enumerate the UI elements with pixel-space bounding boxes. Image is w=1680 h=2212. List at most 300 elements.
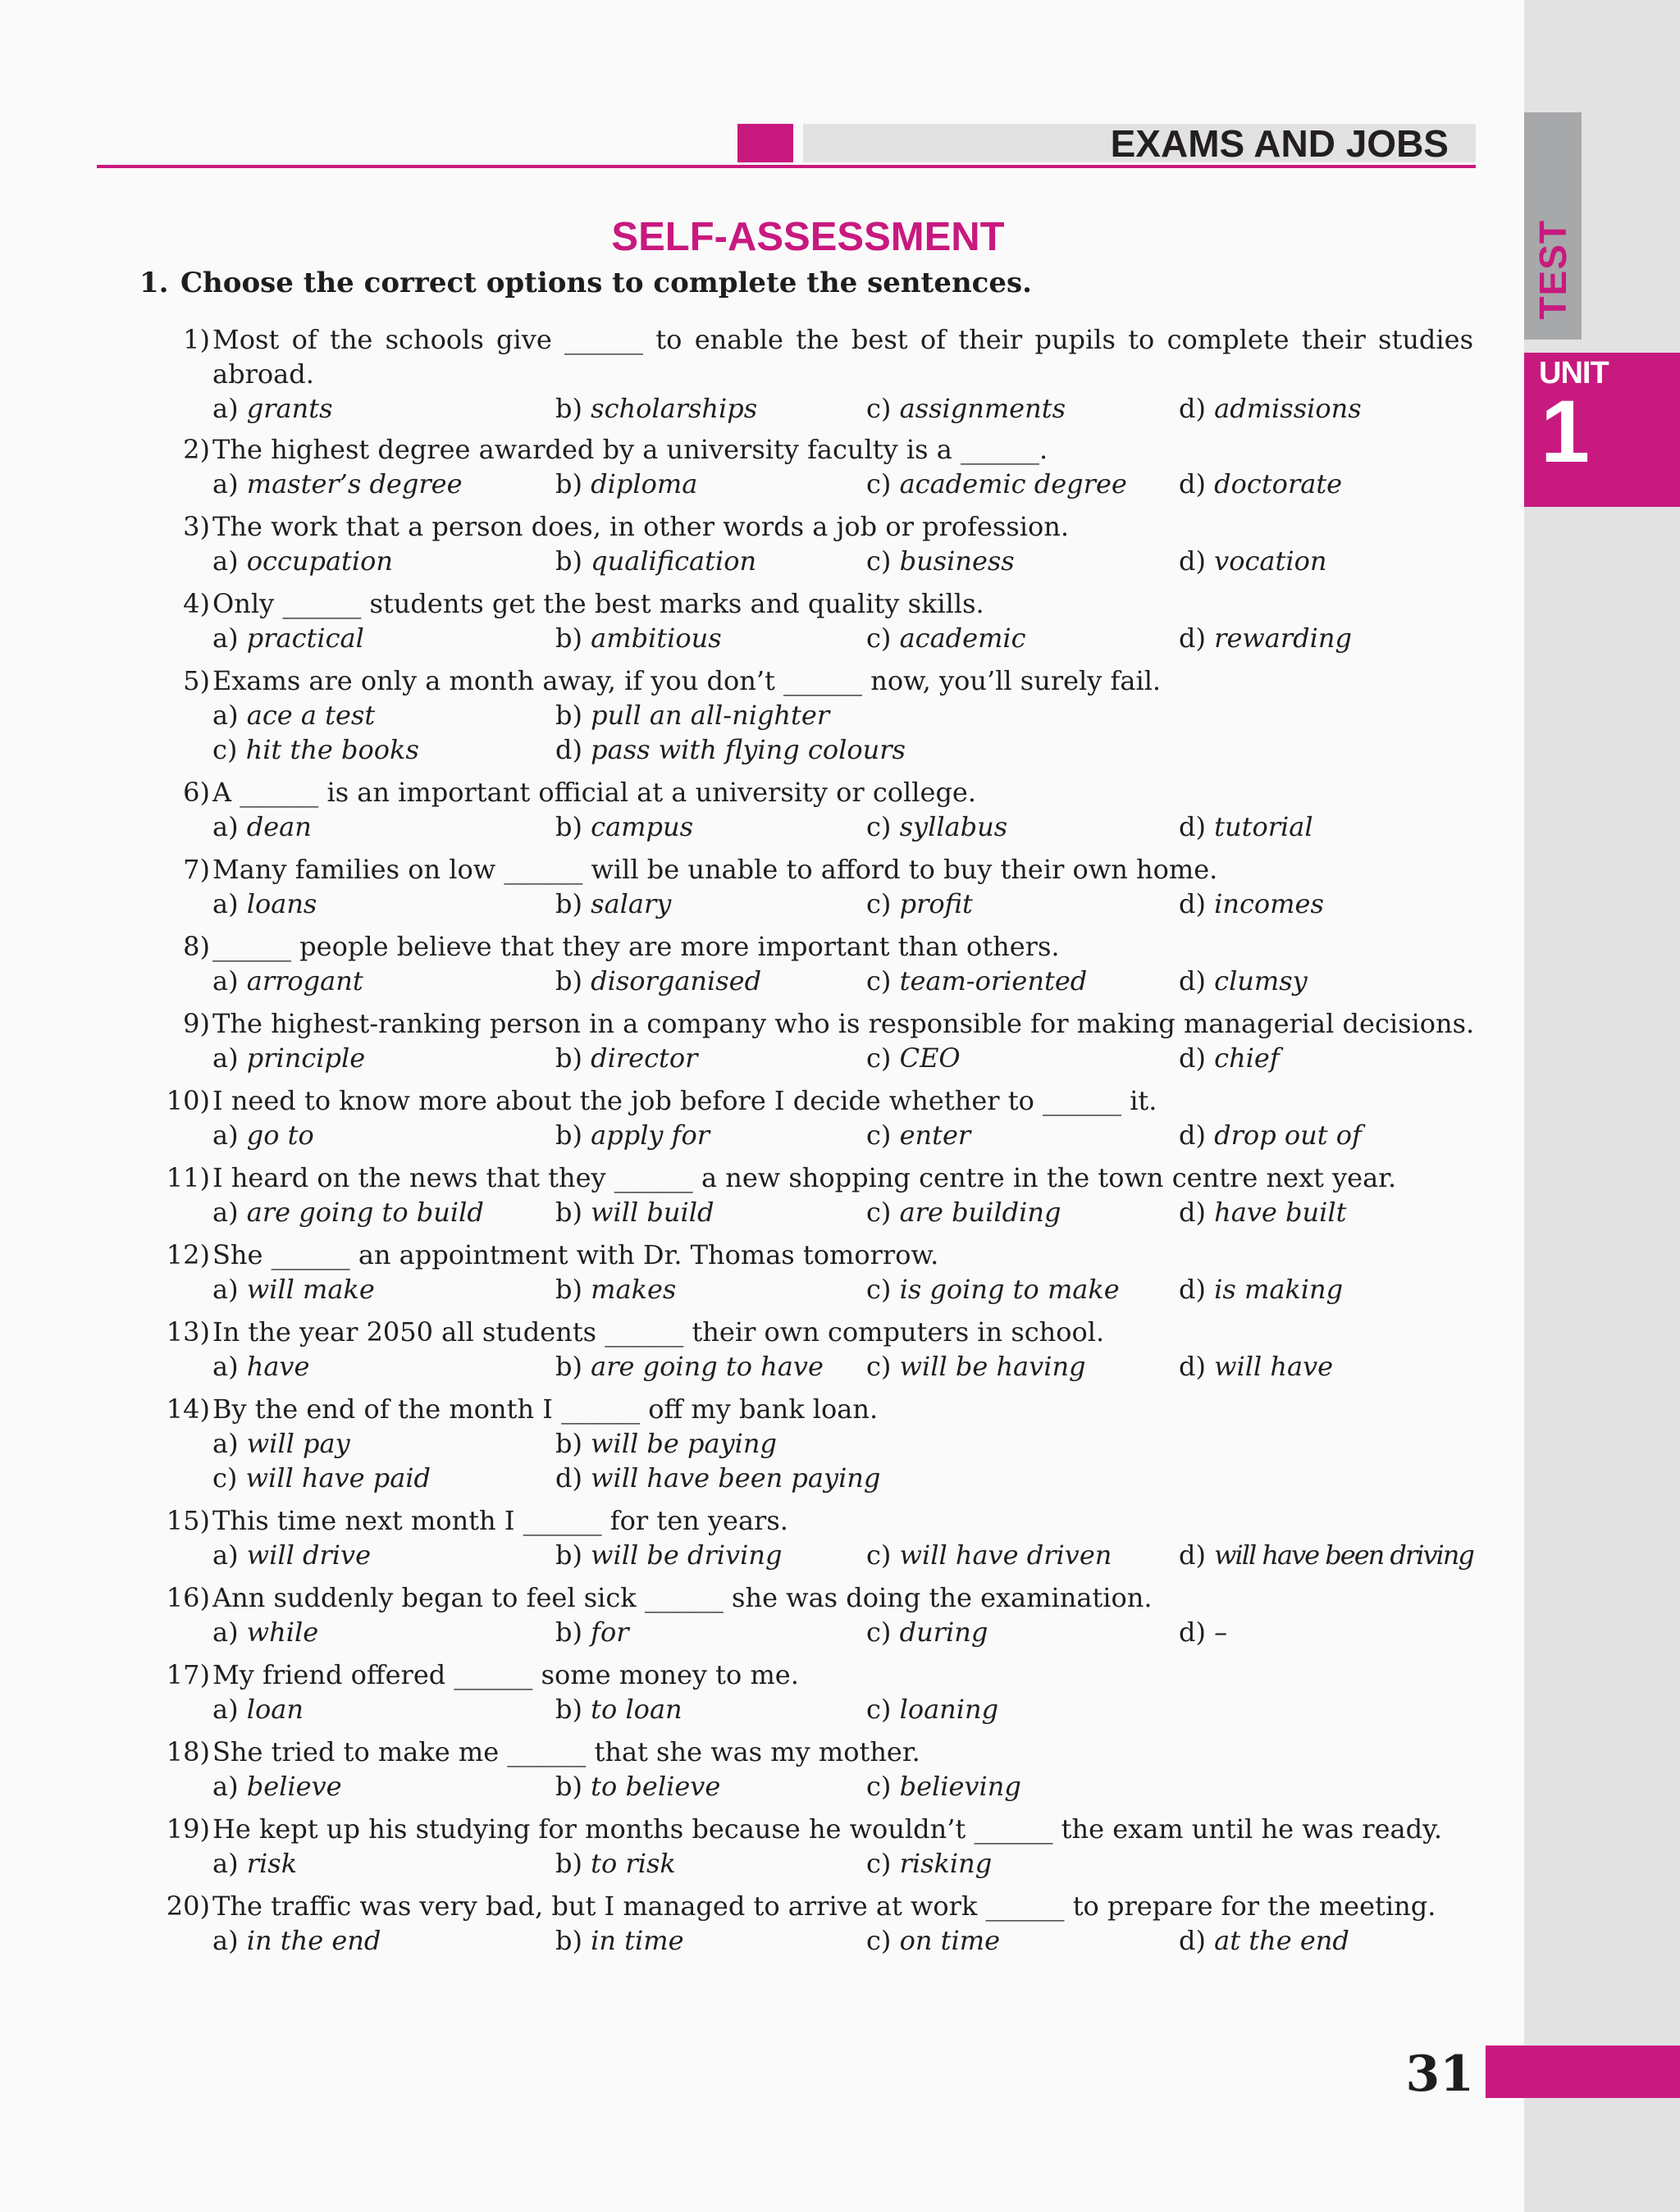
question-text: ______ people believe that they are more important than others.: [212, 931, 1060, 962]
answer-option[interactable]: [555, 964, 761, 998]
option-text: qualification: [591, 545, 757, 577]
option-text: to risk: [591, 1848, 676, 1879]
answer-option[interactable]: [212, 544, 393, 578]
question-number: 14): [166, 1393, 210, 1425]
question-stem: [0, 664, 1524, 698]
answer-option[interactable]: [866, 1041, 961, 1075]
answer-option[interactable]: [555, 1195, 714, 1229]
question-stem: [0, 775, 1524, 810]
option-letter: c): [866, 1539, 892, 1571]
answer-option[interactable]: [212, 1426, 350, 1461]
unit-label: UNIT: [1539, 356, 1609, 390]
question-text: I heard on the news that they ______ a new shopping centre in the town centre next year.: [212, 1162, 1397, 1193]
question-number: 10): [166, 1085, 210, 1116]
question-text: I need to know more about the job before I decide whether to ______ it.: [212, 1085, 1157, 1116]
option-letter: d): [555, 1462, 582, 1494]
header-title: EXAMS AND JOBS: [1110, 122, 1449, 165]
answer-option[interactable]: [212, 1272, 375, 1307]
options-row: [0, 1923, 1524, 1958]
answer-option[interactable]: [1179, 1041, 1280, 1075]
option-letter: c): [866, 1042, 892, 1074]
option-text: is going to make: [899, 1274, 1120, 1305]
answer-option[interactable]: [212, 1615, 318, 1649]
answer-option[interactable]: [866, 621, 1026, 655]
question-number: 19): [166, 1813, 210, 1845]
option-text: are going to build: [246, 1197, 484, 1228]
page-number: 31: [1405, 2046, 1474, 2103]
option-text: director: [591, 1042, 698, 1074]
answer-option[interactable]: [212, 467, 463, 501]
option-letter: c): [866, 1771, 892, 1802]
option-letter: b): [555, 1848, 582, 1879]
option-text: will make: [246, 1274, 375, 1305]
question-item: [0, 1006, 1524, 1075]
option-letter: b): [555, 888, 582, 919]
option-text: will have: [1214, 1351, 1334, 1382]
option-letter: b): [555, 393, 582, 424]
question-text: Exams are only a month away, if you don’t ______ now, you’ll surely fail.: [212, 665, 1162, 696]
option-text: clumsy: [1214, 965, 1308, 997]
question-text: The highest degree awarded by a university faculty is a ______.: [212, 434, 1048, 465]
option-text: loans: [246, 888, 317, 919]
option-letter: b): [555, 1351, 582, 1382]
option-letter: c): [866, 1694, 892, 1725]
answer-option[interactable]: [555, 1426, 777, 1461]
answer-option[interactable]: [866, 544, 1015, 578]
option-text: syllabus: [899, 811, 1008, 842]
answer-option[interactable]: [555, 621, 722, 655]
question-stem: [0, 1161, 1524, 1195]
answer-option[interactable]: [866, 1769, 1021, 1804]
option-text: arrogant: [246, 965, 363, 997]
option-letter: a): [212, 1042, 239, 1074]
options-row: [0, 732, 1524, 767]
option-letter: b): [555, 965, 582, 997]
question-number: 1): [183, 324, 210, 355]
question-item: [0, 509, 1524, 578]
question-number: 13): [166, 1316, 210, 1348]
question-text: In the year 2050 all students ______ their own computers in school.: [212, 1316, 1105, 1348]
question-number: 2): [183, 434, 210, 465]
question-text: Most of the schools give ______ to enable the best of their pupils to complete their studies: [212, 324, 1473, 355]
option-text: rewarding: [1214, 623, 1352, 654]
option-letter: c): [866, 1197, 892, 1228]
option-text: will have been driving: [1214, 1539, 1473, 1571]
answer-option[interactable]: [866, 887, 973, 921]
question-stem: [0, 1392, 1524, 1426]
options-row: [0, 698, 1524, 732]
option-text: will have paid: [245, 1462, 431, 1494]
options-row: [0, 1538, 1524, 1572]
option-letter: b): [555, 1617, 582, 1648]
question-number: 6): [183, 777, 210, 808]
answer-option[interactable]: [555, 391, 757, 426]
option-text: will be paying: [591, 1428, 777, 1459]
question-number: 16): [166, 1582, 210, 1613]
option-letter: a): [212, 1120, 239, 1151]
option-letter: d): [1179, 545, 1206, 577]
question-number: 12): [166, 1239, 210, 1270]
option-letter: a): [212, 1539, 239, 1571]
option-text: in the end: [246, 1925, 381, 1956]
option-letter: c): [866, 811, 892, 842]
option-text: dean: [246, 811, 312, 842]
option-letter: a): [212, 1617, 239, 1648]
answer-option[interactable]: [555, 467, 697, 501]
question-item: [0, 1392, 1524, 1495]
question-item: [0, 929, 1524, 998]
options-row: [0, 544, 1524, 578]
option-letter: a): [212, 700, 239, 731]
option-letter: a): [212, 393, 239, 424]
answer-option[interactable]: [1179, 391, 1362, 426]
answer-option[interactable]: [866, 1272, 1120, 1307]
options-row: [0, 887, 1524, 921]
answer-option[interactable]: [212, 698, 375, 732]
options-row: [0, 467, 1524, 501]
option-text: loaning: [899, 1694, 999, 1725]
option-letter: c): [866, 1848, 892, 1879]
option-letter: d): [1179, 623, 1206, 654]
option-letter: b): [555, 1694, 582, 1725]
option-letter: b): [555, 1197, 582, 1228]
option-text: diploma: [591, 468, 698, 499]
option-letter: c): [866, 1617, 892, 1648]
question-number: 17): [166, 1659, 210, 1690]
option-letter: a): [212, 1274, 239, 1305]
options-row: [0, 391, 1524, 426]
option-letter: d): [1179, 1120, 1206, 1151]
option-letter: b): [555, 545, 582, 577]
answer-option[interactable]: [1179, 810, 1313, 844]
option-text: in time: [591, 1925, 684, 1956]
option-text: practical: [246, 623, 364, 654]
option-letter: d): [1179, 811, 1206, 842]
option-text: risking: [899, 1848, 993, 1879]
answer-option[interactable]: [866, 1615, 988, 1649]
option-letter: d): [1179, 1351, 1206, 1382]
option-text: on time: [899, 1925, 1000, 1956]
question-stem: [0, 322, 1524, 357]
option-letter: c): [212, 734, 238, 765]
answer-option[interactable]: [1179, 1195, 1346, 1229]
question-item: [0, 1658, 1524, 1726]
answer-option[interactable]: [212, 1461, 431, 1495]
option-letter: b): [555, 468, 582, 499]
option-text: hit the books: [245, 734, 419, 765]
answer-option[interactable]: [212, 1195, 484, 1229]
answer-option[interactable]: [1179, 887, 1324, 921]
option-letter: b): [555, 1120, 582, 1151]
option-text: pull an all-nighter: [591, 700, 830, 731]
option-text: go to: [246, 1120, 314, 1151]
answer-option[interactable]: [555, 810, 693, 844]
option-text: enter: [899, 1120, 971, 1151]
answer-option[interactable]: [1179, 1118, 1362, 1152]
option-letter: a): [212, 1351, 239, 1382]
answer-option[interactable]: [212, 621, 364, 655]
answer-option[interactable]: [212, 964, 363, 998]
answer-option[interactable]: [555, 1692, 682, 1726]
option-text: incomes: [1214, 888, 1324, 919]
option-text: master’s degree: [246, 468, 463, 499]
answer-option[interactable]: [212, 810, 312, 844]
answer-option[interactable]: [1179, 1272, 1343, 1307]
answer-option[interactable]: [1179, 964, 1308, 998]
option-text: while: [246, 1617, 319, 1648]
options-row: [0, 1846, 1524, 1881]
option-text: occupation: [246, 545, 393, 577]
option-letter: c): [866, 1274, 892, 1305]
question-stem: [0, 1315, 1524, 1349]
option-letter: a): [212, 1197, 239, 1228]
option-letter: a): [212, 545, 239, 577]
option-text: are going to have: [591, 1351, 824, 1382]
option-letter: b): [555, 1428, 582, 1459]
answer-option[interactable]: [212, 1349, 309, 1384]
option-text: principle: [246, 1042, 366, 1074]
option-letter: b): [555, 1771, 582, 1802]
option-letter: d): [1179, 1617, 1206, 1648]
answer-option[interactable]: [555, 698, 829, 732]
option-text: for: [591, 1617, 629, 1648]
option-text: apply for: [591, 1120, 710, 1151]
option-text: will have been paying: [591, 1462, 881, 1494]
question-stem: [0, 1083, 1524, 1118]
answer-option[interactable]: [555, 1846, 676, 1881]
question-stem: [0, 509, 1524, 544]
answer-option[interactable]: [555, 1538, 782, 1572]
question-item: [0, 1889, 1524, 1958]
option-letter: b): [555, 1042, 582, 1074]
option-text: will be having: [899, 1351, 1086, 1382]
question-text: He kept up his studying for months because he wouldn’t ______ the exam until he was ready.: [212, 1813, 1443, 1845]
option-text: are building: [899, 1197, 1061, 1228]
answer-option[interactable]: [555, 1118, 710, 1152]
question-item: [0, 1161, 1524, 1229]
option-text: scholarships: [591, 393, 758, 424]
question-item: [0, 1812, 1524, 1881]
question-number: 18): [166, 1736, 210, 1767]
answer-option[interactable]: [866, 1846, 992, 1881]
question-text: The work that a person does, in other words a job or profession.: [212, 511, 1070, 542]
option-text: business: [899, 545, 1015, 577]
question-item: [0, 586, 1524, 655]
option-letter: c): [212, 1462, 238, 1494]
answer-option[interactable]: [1179, 1538, 1473, 1572]
answer-option[interactable]: [555, 1615, 629, 1649]
answer-option[interactable]: [212, 887, 317, 921]
question-number: 20): [166, 1890, 210, 1922]
question-item: [0, 775, 1524, 844]
option-letter: c): [866, 1925, 892, 1956]
option-text: vocation: [1214, 545, 1327, 577]
question-text: Many families on low ______ will be unable to afford to buy their own home.: [212, 854, 1218, 885]
option-letter: c): [866, 1351, 892, 1382]
answer-option[interactable]: [555, 544, 756, 578]
options-row: [0, 1349, 1524, 1384]
answer-option[interactable]: [1179, 467, 1342, 501]
options-row: [0, 1769, 1524, 1804]
answer-option[interactable]: [1179, 1349, 1333, 1384]
option-text: CEO: [899, 1042, 961, 1074]
page-number-bar: [1486, 2046, 1680, 2098]
question-text: The traffic was very bad, but I managed to arrive at work ______ to prepare for the meeting.: [212, 1890, 1436, 1922]
answer-option[interactable]: [212, 732, 419, 767]
option-letter: b): [555, 1539, 582, 1571]
answer-option[interactable]: [555, 1923, 684, 1958]
option-text: ambitious: [591, 623, 722, 654]
option-letter: d): [1179, 1274, 1206, 1305]
options-row: [0, 1195, 1524, 1229]
question-number: 15): [166, 1505, 210, 1536]
options-row: [0, 621, 1524, 655]
answer-option[interactable]: [555, 1769, 720, 1804]
answer-option[interactable]: [1179, 1923, 1349, 1958]
answer-option[interactable]: [866, 1538, 1112, 1572]
option-text: have built: [1214, 1197, 1347, 1228]
task-text: Choose the correct options to complete the sentences.: [180, 267, 1032, 299]
option-letter: c): [866, 965, 892, 997]
question-stem: [0, 929, 1524, 964]
option-letter: b): [555, 700, 582, 731]
option-letter: c): [866, 545, 892, 577]
option-letter: d): [1179, 1925, 1206, 1956]
answer-option[interactable]: [212, 1692, 304, 1726]
option-text: believing: [899, 1771, 1021, 1802]
option-text: to loan: [591, 1694, 682, 1725]
option-letter: b): [555, 811, 582, 842]
answer-option[interactable]: [1179, 621, 1352, 655]
option-text: ace a test: [246, 700, 376, 731]
answer-option[interactable]: [212, 1538, 371, 1572]
option-text: makes: [591, 1274, 677, 1305]
question-stem: [0, 1580, 1524, 1615]
answer-option[interactable]: [212, 1118, 314, 1152]
options-row: [0, 1041, 1524, 1075]
answer-option[interactable]: [1179, 1615, 1227, 1649]
option-text: academic degree: [899, 468, 1127, 499]
option-text: loan: [246, 1694, 304, 1725]
option-letter: d): [555, 734, 582, 765]
option-letter: d): [1179, 468, 1206, 499]
option-text: during: [899, 1617, 988, 1648]
option-text: believe: [246, 1771, 342, 1802]
answer-option[interactable]: [212, 1846, 297, 1881]
question-stem: [0, 1503, 1524, 1538]
question-text: By the end of the month I ______ off my bank loan.: [212, 1393, 879, 1425]
answer-option[interactable]: [866, 467, 1127, 501]
option-letter: a): [212, 888, 239, 919]
question-text: Only ______ students get the best marks and quality skills.: [212, 588, 984, 619]
answer-option[interactable]: [212, 1923, 381, 1958]
option-text: to believe: [591, 1771, 721, 1802]
options-row: [0, 1272, 1524, 1307]
question-item: [0, 852, 1524, 921]
option-text: at the end: [1214, 1925, 1349, 1956]
option-text: will pay: [246, 1428, 350, 1459]
option-text: drop out of: [1214, 1120, 1362, 1151]
answer-option[interactable]: [212, 391, 332, 426]
option-text: grants: [246, 393, 333, 424]
option-letter: d): [1179, 1539, 1206, 1571]
option-letter: a): [212, 623, 239, 654]
answer-option[interactable]: [866, 1195, 1061, 1229]
answer-option[interactable]: [866, 1349, 1086, 1384]
option-text: campus: [591, 811, 693, 842]
question-continuation-row: [0, 357, 1524, 391]
question-stem: [0, 1889, 1524, 1923]
option-letter: a): [212, 468, 239, 499]
option-text: chief: [1214, 1042, 1280, 1074]
option-text: team-oriented: [899, 965, 1088, 997]
options-row: [0, 1692, 1524, 1726]
answer-option[interactable]: [555, 887, 671, 921]
answer-option[interactable]: [555, 1272, 676, 1307]
question-stem: [0, 1735, 1524, 1769]
answer-option[interactable]: [212, 1041, 365, 1075]
answer-option[interactable]: [866, 810, 1007, 844]
option-text: is making: [1214, 1274, 1344, 1305]
option-letter: d): [1179, 393, 1206, 424]
options-row: [0, 964, 1524, 998]
answer-option[interactable]: [555, 732, 906, 767]
answer-option[interactable]: [555, 1041, 697, 1075]
option-letter: b): [555, 1925, 582, 1956]
option-letter: d): [1179, 888, 1206, 919]
question-stem: [0, 1238, 1524, 1272]
question-text: A ______ is an important official at a university or college.: [212, 777, 977, 808]
question-item: [0, 664, 1524, 767]
answer-option[interactable]: [866, 1118, 970, 1152]
option-letter: a): [212, 965, 239, 997]
option-letter: c): [866, 623, 892, 654]
question-number: 4): [183, 588, 210, 619]
question-item: [0, 322, 1524, 426]
task-instruction: [139, 267, 1032, 299]
test-tab-label: TEST: [1532, 220, 1574, 320]
option-letter: a): [212, 1848, 239, 1879]
question-item: [0, 1503, 1524, 1572]
option-letter: c): [866, 888, 892, 919]
question-number: 3): [183, 511, 210, 542]
options-row: [0, 1461, 1524, 1495]
option-text: admissions: [1214, 393, 1362, 424]
answer-option[interactable]: [866, 964, 1087, 998]
option-letter: d): [1179, 965, 1206, 997]
answer-option[interactable]: [866, 1923, 1000, 1958]
option-letter: d): [1179, 1042, 1206, 1074]
answer-option[interactable]: [555, 1349, 824, 1384]
question-stem: [0, 1006, 1524, 1041]
option-letter: a): [212, 1771, 239, 1802]
task-number: 1.: [139, 267, 169, 299]
question-stem: [0, 586, 1524, 621]
options-row: [0, 1118, 1524, 1152]
unit-number: 1: [1541, 381, 1591, 481]
answer-option[interactable]: [866, 391, 1066, 426]
answer-option[interactable]: [1179, 544, 1326, 578]
answer-option[interactable]: [212, 1769, 342, 1804]
question-text: Ann suddenly began to feel sick ______ she was doing the examination.: [212, 1582, 1153, 1613]
option-letter: a): [212, 1694, 239, 1725]
option-letter: c): [866, 468, 892, 499]
option-text: will have driven: [899, 1539, 1112, 1571]
answer-option[interactable]: [555, 1461, 880, 1495]
option-text: pass with flying colours: [591, 734, 906, 765]
question-stem: [0, 1658, 1524, 1692]
answer-option[interactable]: [866, 1692, 998, 1726]
